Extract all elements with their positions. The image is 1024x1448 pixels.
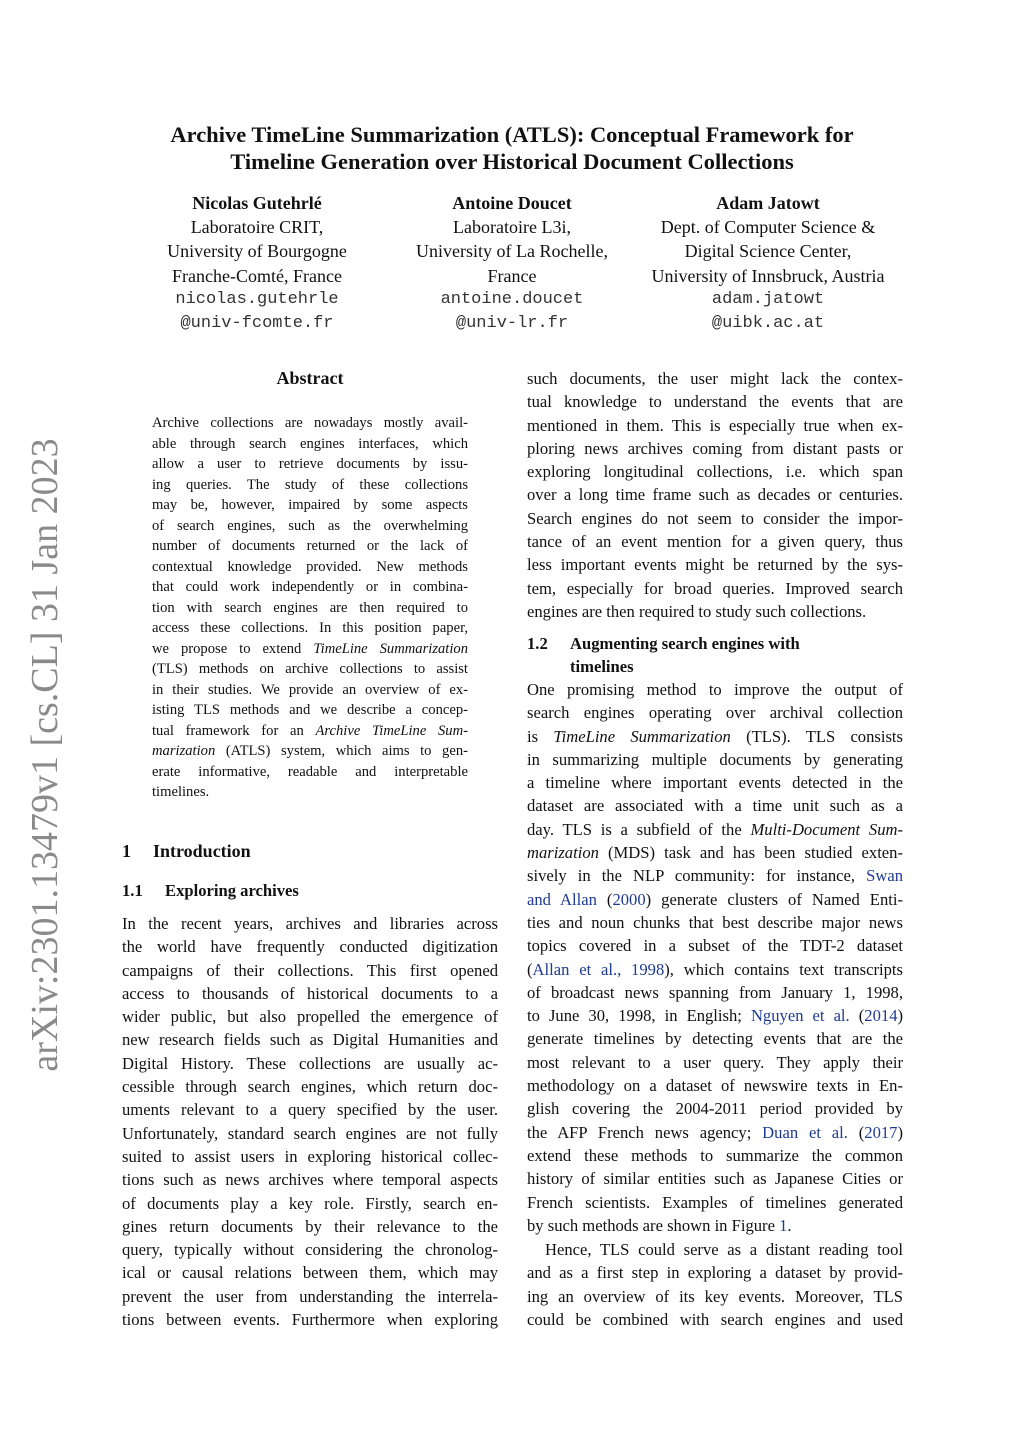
citation-link[interactable]: Swan [866,866,903,886]
text-line: history of similar entities such as Japanese Cities or [527,1169,903,1189]
text-line: less important events might be returned by the sys- [527,555,903,575]
text-line: the world have frequently conducted digitization [122,937,498,957]
subsection-number: 1.1 [122,881,143,900]
text-line: Hence, TLS could serve as a distant reading tool [545,1240,903,1259]
text-line: timelines. [152,784,210,800]
text-line: ing an overview of its key events. Moreover, TLS [527,1286,903,1306]
citation-link[interactable]: Allan et al., 1998 [532,959,665,979]
text-line: mentioned in them. This is especially true when ex- [527,415,903,435]
author-affiliation: France [487,265,537,286]
italic-term: TimeLine Summarization [313,640,468,657]
text-line: One promising method to improve the output of [527,680,903,699]
author-name: Nicolas Gutehrlé [192,193,322,213]
text-line: (TLS) methods on archive collections to assist [152,661,468,677]
text-line: uments relevant to a query specified by the user. [122,1100,498,1120]
text-line: search engines operating over archival collection [527,703,903,723]
title-line: Timeline Generation over Historical Document Collections [230,149,794,174]
right-column-paragraph-hence [527,1238,903,1331]
author-email: @univ-fcomte.fr [180,314,334,334]
text-line: erate informative, readable and interpretable [152,763,468,780]
text-line: that could work independently or in combina- [152,579,468,595]
text-line: of search engines, such as the overwhelming [152,517,468,534]
text-line: engines are then required to study such collections. [527,601,867,621]
text-line: glish covering the 2004-2011 period provided by [527,1099,903,1119]
author-affiliation: Digital Science Center, [684,241,852,262]
text-line: tem, especially for broad queries. Improved search [527,578,903,598]
author-affiliation: University of Innsbruck, Austria [651,265,885,286]
abstract-text [152,413,468,803]
text-line: Search engines do not seem to consider the impor- [527,508,903,528]
citation-link[interactable]: 2000 [612,889,646,909]
text-line: number of documents returned or the lack of [152,538,468,554]
text-line: to June 30, 1998, in English; Nguyen et al. (2014) [527,1006,904,1026]
text-line: Unfortunately, standard search engines are not fully [122,1123,498,1143]
text-line: able through search engines interfaces, which [152,435,468,452]
text-line: generate timelines by detecting events that are the [527,1029,903,1049]
text-line: cessible through search engines, which return doc- [122,1077,498,1097]
author-affiliation: University of La Rochelle, [416,241,608,262]
subsection-title: Exploring archives [165,881,299,900]
text-line: tions such as news archives where temporal aspects [122,1170,498,1190]
author-1 [127,191,387,336]
text-line: of documents play a key role. Firstly, search en- [122,1193,498,1213]
author-email: antoine.doucet [440,289,584,309]
italic-term: marization [152,743,216,759]
text-line: access these collections. In this position paper, [152,620,468,636]
title-line: Archive TimeLine Summarization (ATLS): Conceptual Framework for [170,122,854,147]
text-line: we propose to extend TimeLine Summarization [152,640,468,657]
text-line: dataset are associated with a time unit such as a [527,796,903,816]
italic-term: TimeLine Summarization [553,726,731,746]
text-line: wider public, but also propelled the emergence of [122,1007,498,1027]
text-line: suited to assist users in exploring historical collec- [122,1146,498,1166]
text-line: campaigns of their collections. This first opened [122,960,498,980]
right-column-body [527,678,903,1237]
text-line: In the recent years, archives and libraries across [122,914,498,933]
text-line: by such methods are shown in Figure 1. [527,1215,792,1235]
author-name: Antoine Doucet [452,193,572,213]
subsection-heading-augmenting [527,632,800,678]
citation-link[interactable]: 2017 [864,1122,898,1142]
italic-term: Multi-Document Sum- [750,819,903,839]
citation-link[interactable]: Duan et al. [762,1122,848,1142]
author-email: adam.jatowt [711,289,825,309]
arxiv-identifier-stamp: arXiv:2301.13479v1 [cs.CL] 31 Jan 2023 [24,438,66,1072]
text-line: topics covered in a subset of the TDT-2 dataset [527,936,903,956]
author-affiliation: Franche-Comté, France [172,265,342,286]
text-line: may be, however, impaired by some aspects [152,497,468,513]
text-line: prevent the user from understanding the interrela- [122,1286,498,1306]
author-affiliation: Laboratoire L3i, [453,217,571,238]
text-line: exploring longitudinal collections, i.e. which span [527,462,903,482]
text-line: extend these methods to summarize the common [527,1145,903,1165]
subsection-title: Augmenting search engines with [570,634,800,653]
text-line: most relevant to a user query. They apply their [527,1052,903,1072]
text-line: contextual knowledge provided. New methods [152,558,468,575]
text-line: tion with search engines are then required to [152,599,468,616]
text-line: access to thousands of historical documents to a [122,983,498,1003]
text-line: allow a user to retrieve documents by issu- [152,456,468,472]
text-line: methodology on a dataset of newswire texts in En- [527,1076,903,1096]
author-email: nicolas.gutehrle [175,289,339,309]
text-line: could be combined with search engines and used [527,1309,903,1329]
abstract-heading: Abstract [276,368,344,388]
text-line: marization (MDS) task and has been studied exten- [527,843,903,863]
text-line: Digital History. These collections are usually ac- [122,1053,498,1073]
text-line: over a long time frame such as decades or centuries. [527,485,903,505]
text-line: (Allan et al., 1998), which contains text transcripts [527,959,903,979]
text-line: tance of an event mention for a given query, thus [527,532,903,552]
right-column-continued-paragraph [527,367,903,623]
citation-link[interactable]: and Allan [527,889,597,909]
section-number: 1 [122,841,131,861]
section-title: Introduction [153,841,251,861]
author-2 [382,191,642,336]
left-column-body [122,912,498,1331]
author-3 [638,191,898,336]
citation-link[interactable]: 2014 [864,1006,898,1026]
section-heading-introduction [122,840,251,862]
text-line: such documents, the user might lack the contex- [527,369,903,388]
author-name: Adam Jatowt [716,193,820,213]
text-line: in summarizing multiple documents by generating [527,749,903,769]
author-email: @univ-lr.fr [455,314,569,334]
author-affiliation: University of Bourgogne [167,241,347,262]
text-line: ing queries. The study of these collections [152,476,468,493]
text-line: tual knowledge to understand the events that are [527,392,903,412]
text-line: ploring news archives coming from distant pasts or [527,438,903,458]
citation-link[interactable]: 1 [779,1215,788,1235]
author-affiliation: Dept. of Computer Science & [660,217,876,238]
text-line: query, typically without considering the chronolog- [122,1240,498,1260]
text-line: ical or causal relations between them, which may [122,1263,498,1283]
text-line: in their studies. We provide an overview of ex- [152,681,468,698]
subsection-number: 1.2 [527,634,548,653]
text-line: is TimeLine Summarization (TLS). TLS consists [527,726,903,746]
text-line: and as a first step in exploring a dataset by provid- [527,1263,903,1283]
text-line: Archive collections are nowadays mostly avail- [152,415,468,431]
text-line: isting TLS methods and we describe a concep- [152,702,468,718]
italic-term: marization [527,843,599,863]
subsection-heading-exploring-archives [122,879,299,902]
text-line: marization (ATLS) system, which aims to gen- [152,743,468,759]
author-email: @uibk.ac.at [711,314,825,334]
text-line: ties and noun chunks that best describe major news [527,912,903,932]
text-line: the AFP French news agency; Duan et al. (2017) [527,1122,903,1142]
text-line: new research fields such as Digital Humanities and [122,1030,498,1050]
italic-term: Archive TimeLine Sum- [315,722,469,739]
text-line: day. TLS is a subfield of the Multi-Document Sum- [527,819,903,839]
text-line: of broadcast news spanning from January 1, 1998, [527,982,903,1002]
text-line: tions between events. Furthermore when exploring [122,1310,498,1330]
text-line: and Allan (2000) generate clusters of Named Enti- [527,889,903,909]
text-line: gines return documents by their relevance to the [122,1216,498,1236]
text-line: sively in the NLP community: for instance, Swan [527,866,903,886]
text-line: French scientists. Examples of timelines generated [527,1192,903,1212]
subsection-title: timelines [570,657,634,676]
citation-link[interactable]: Nguyen et al. [750,1006,850,1026]
paper-title [0,121,1024,175]
text-line: a timeline where important events detected in the [527,773,903,793]
text-line: tual framework for an Archive TimeLine Sum- [152,722,469,739]
author-affiliation: Laboratoire CRIT, [190,217,324,238]
